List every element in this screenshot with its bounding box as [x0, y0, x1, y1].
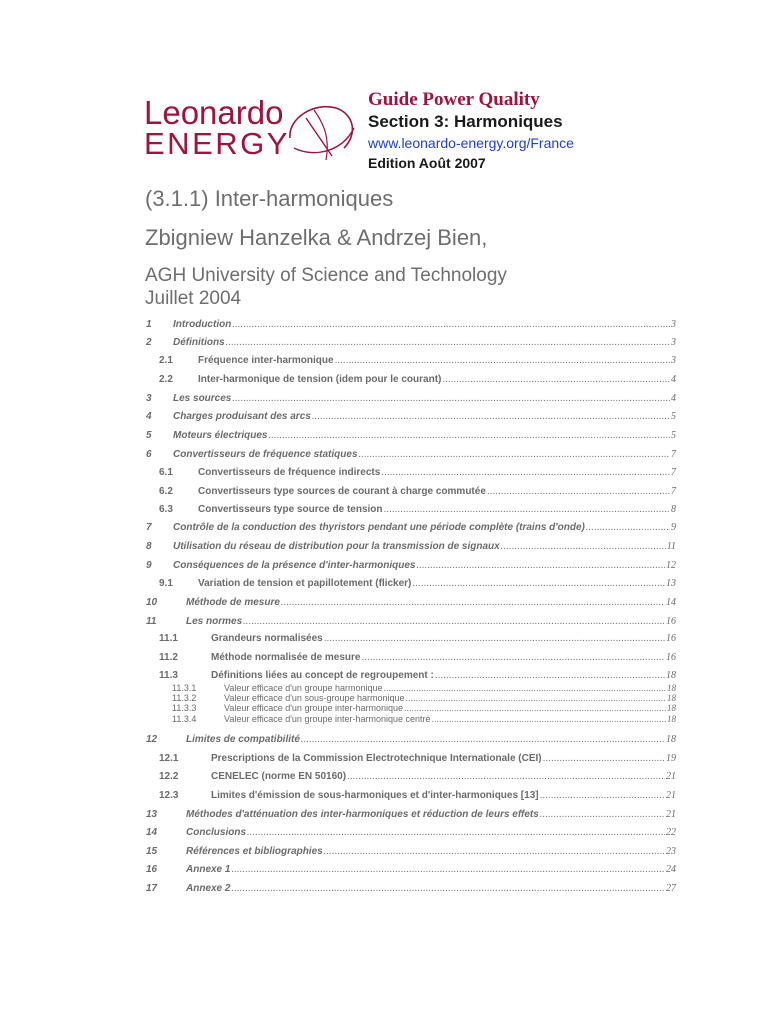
toc-leader-dots — [416, 560, 665, 571]
toc-page-number: 5 — [671, 430, 676, 441]
toc-page-number: 21 — [666, 790, 676, 801]
toc-leader-dots — [381, 467, 670, 478]
toc-leader-dots — [435, 670, 665, 681]
toc-page-number: 18 — [666, 670, 676, 681]
toc-leader-dots — [232, 319, 670, 330]
toc-page-number: 16 — [666, 616, 676, 627]
toc-entry[interactable] — [146, 864, 676, 875]
toc-page-number: 12 — [666, 560, 676, 571]
guide-title: Guide Power Quality — [368, 89, 540, 110]
toc-leader-dots — [324, 633, 665, 644]
toc-label: Valeur efficace d'un groupe inter-harmonique — [224, 703, 403, 713]
toc-entry[interactable] — [146, 827, 676, 838]
toc-label: Limites d'émission de sous-harmoniques et d'inter-harmoniques [13] — [211, 790, 539, 801]
toc-page-number: 8 — [671, 504, 676, 515]
toc-entry[interactable] — [159, 753, 676, 764]
toc-label: Convertisseurs de fréquence indirects — [198, 467, 381, 478]
toc-number: 12.2 — [159, 771, 179, 782]
toc-label: Les sources — [173, 393, 232, 404]
toc-label: Méthode de mesure — [186, 597, 280, 608]
toc-entry[interactable] — [146, 393, 676, 404]
toc-leader-dots — [226, 337, 670, 348]
toc-label: CENELEC (norme EN 50160) — [211, 771, 347, 782]
logo-word-leonardo: Leonardo — [144, 94, 284, 131]
toc-label: Conclusions — [186, 827, 247, 838]
leonardo-energy-logo — [144, 96, 364, 166]
toc-label: Définitions — [173, 337, 225, 348]
toc-page-number: 3 — [671, 337, 676, 348]
toc-number: 16 — [146, 864, 158, 875]
toc-label: Introduction — [173, 319, 232, 330]
toc-label: Définitions liées au concept de regroupement : — [211, 670, 434, 681]
toc-page-number: 5 — [671, 411, 676, 422]
toc-label: Limites de compatibilité — [186, 734, 300, 745]
toc-number: 6.2 — [159, 486, 173, 497]
logo-swirl-icon — [284, 98, 364, 164]
toc-leader-dots — [281, 597, 665, 608]
toc-label: Moteurs électriques — [173, 430, 268, 441]
toc-number: 17 — [146, 883, 158, 894]
toc-page-number: 27 — [666, 883, 676, 894]
toc-leader-dots — [406, 693, 666, 703]
toc-number: 12.1 — [159, 753, 179, 764]
toc-leader-dots — [231, 883, 665, 894]
toc-entry[interactable] — [159, 790, 676, 801]
toc-page-number: 4 — [671, 374, 676, 385]
toc-entry[interactable] — [146, 616, 676, 627]
toc-leader-dots — [231, 864, 665, 875]
toc-leader-dots — [384, 683, 667, 693]
toc-leader-dots — [243, 616, 665, 627]
toc-number: 11.2 — [159, 652, 178, 663]
toc-number: 12 — [146, 734, 158, 745]
toc-number: 15 — [146, 846, 158, 857]
toc-entry[interactable] — [159, 670, 676, 681]
toc-number: 2 — [146, 337, 152, 348]
toc-label: Variation de tension et papillotement (flicker) — [198, 578, 412, 589]
website-link[interactable]: www.leonardo-energy.org/France — [368, 135, 574, 151]
toc-number: 4 — [146, 411, 152, 422]
section-title: Section 3: Harmoniques — [368, 112, 563, 131]
toc-leader-dots — [324, 846, 665, 857]
toc-page-number: 21 — [666, 809, 676, 820]
toc-number: 7 — [146, 522, 152, 533]
toc-entry[interactable] — [146, 449, 676, 460]
toc-label: Valeur efficace d'un groupe harmonique — [224, 683, 383, 693]
toc-label: Conséquences de la présence d'inter-harmoniques — [173, 560, 416, 571]
toc-number: 11.3.2 — [172, 693, 197, 703]
toc-label: Méthodes d'atténuation des inter-harmoniques et réduction de leurs effets — [186, 809, 539, 820]
toc-number: 9 — [146, 560, 152, 571]
toc-label: Références et bibliographies — [186, 846, 323, 857]
toc-entry[interactable] — [172, 714, 676, 724]
toc-number: 5 — [146, 430, 152, 441]
toc-page-number: 7 — [671, 486, 676, 497]
toc-leader-dots — [384, 504, 670, 515]
toc-entry[interactable] — [146, 430, 676, 441]
toc-entry[interactable] — [146, 319, 676, 330]
toc-entry[interactable] — [146, 411, 676, 422]
toc-page-number: 14 — [666, 597, 676, 608]
toc-page-number: 7 — [671, 467, 676, 478]
toc-page-number: 18 — [667, 693, 676, 703]
toc-entry[interactable] — [146, 560, 676, 571]
toc-entry[interactable] — [159, 652, 676, 663]
document-title: (3.1.1) Inter-harmoniques — [145, 186, 394, 211]
toc-number: 11.3.4 — [172, 714, 197, 724]
toc-leader-dots — [501, 541, 666, 552]
toc-leader-dots — [432, 714, 666, 724]
toc-leader-dots — [362, 652, 666, 663]
toc-entry[interactable] — [146, 541, 676, 552]
toc-number: 11.1 — [159, 633, 178, 644]
toc-page-number: 7 — [671, 449, 676, 460]
toc-leader-dots — [359, 449, 670, 460]
toc-number: 1 — [146, 319, 152, 330]
toc-leader-dots — [312, 411, 670, 422]
toc-leader-dots — [543, 753, 665, 764]
toc-number: 10 — [146, 597, 158, 608]
toc-entry[interactable] — [159, 486, 676, 497]
toc-page-number: 13 — [666, 578, 676, 589]
toc-number: 9.1 — [159, 578, 173, 589]
toc-entry[interactable] — [146, 846, 676, 857]
toc-page-number: 24 — [666, 864, 676, 875]
toc-number: 11.3.3 — [172, 703, 197, 713]
toc-entry[interactable] — [159, 504, 676, 515]
toc-entry[interactable] — [159, 355, 676, 366]
toc-page-number: 18 — [667, 703, 676, 713]
toc-entry[interactable] — [159, 633, 676, 644]
toc-label: Les normes — [186, 616, 243, 627]
toc-number: 6.3 — [159, 504, 173, 515]
toc-page-number: 11 — [666, 541, 676, 552]
logo-word-energy: ENERGY — [144, 126, 290, 161]
toc-label: Prescriptions de la Commission Electrotechnique Internationale (CEI) — [211, 753, 542, 764]
toc-label: Charges produisant des arcs — [173, 411, 311, 422]
toc-page-number: 23 — [666, 846, 676, 857]
toc-leader-dots — [404, 703, 666, 713]
toc-label: Convertisseurs type sources de courant à charge commutée — [198, 486, 486, 497]
toc-page-number: 16 — [666, 633, 676, 644]
toc-leader-dots — [268, 430, 670, 441]
toc-entry[interactable] — [159, 578, 676, 589]
toc-leader-dots — [540, 790, 665, 801]
affiliation: AGH University of Science and Technology — [145, 265, 507, 286]
toc-number: 3 — [146, 393, 152, 404]
toc-page-number: 3 — [671, 355, 676, 366]
toc-label: Fréquence inter-harmonique — [198, 355, 334, 366]
toc-label: Annexe 1 — [186, 864, 231, 875]
toc-leader-dots — [487, 486, 670, 497]
toc-entry[interactable] — [159, 771, 676, 782]
toc-page-number: 4 — [671, 393, 676, 404]
toc-number: 11.3 — [159, 670, 178, 681]
toc-label: Inter-harmonique de tension (idem pour le courant) — [198, 374, 442, 385]
toc-entry[interactable] — [172, 703, 676, 713]
toc-leader-dots — [247, 827, 665, 838]
toc-number: 14 — [146, 827, 158, 838]
toc-label: Utilisation du réseau de distribution pour la transmission de signaux — [173, 541, 500, 552]
toc-number: 13 — [146, 809, 158, 820]
toc-page-number: 16 — [666, 652, 676, 663]
toc-number: 6.1 — [159, 467, 173, 478]
toc-page-number: 18 — [667, 714, 676, 724]
toc-number: 8 — [146, 541, 152, 552]
toc-entry[interactable] — [146, 809, 676, 820]
toc-page-number: 18 — [667, 683, 676, 693]
toc-page-number: 19 — [666, 753, 676, 764]
publication-date: Juillet 2004 — [145, 288, 242, 309]
authors: Zbigniew Hanzelka & Andrzej Bien, — [145, 225, 488, 250]
toc-entry[interactable] — [146, 597, 676, 608]
toc-entry[interactable] — [159, 467, 676, 478]
toc-label: Valeur efficace d'un sous-groupe harmonique — [224, 693, 405, 703]
toc-number: 11.3.1 — [172, 683, 197, 693]
toc-entry[interactable] — [146, 883, 676, 894]
toc-page-number: 3 — [671, 319, 676, 330]
toc-page-number: 22 — [666, 827, 676, 838]
toc-page-number: 21 — [666, 771, 676, 782]
toc-page-number: 9 — [671, 522, 676, 533]
toc-entry[interactable] — [146, 337, 676, 348]
toc-number: 2.2 — [159, 374, 173, 385]
toc-leader-dots — [586, 522, 670, 533]
toc-number: 6 — [146, 449, 152, 460]
toc-label: Méthode normalisée de mesure — [211, 652, 361, 663]
toc-leader-dots — [347, 771, 665, 782]
toc-leader-dots — [335, 355, 670, 366]
toc-label: Convertisseurs de fréquence statiques — [173, 449, 358, 460]
toc-number: 11 — [146, 616, 157, 627]
toc-leader-dots — [540, 809, 665, 820]
toc-label: Valeur efficace d'un groupe inter-harmonique centré — [224, 714, 431, 724]
toc-entry[interactable] — [172, 693, 676, 703]
toc-entry[interactable] — [159, 374, 676, 385]
toc-leader-dots — [442, 374, 670, 385]
toc-label: Annexe 2 — [186, 883, 231, 894]
toc-number: 2.1 — [159, 355, 173, 366]
toc-entry[interactable] — [172, 683, 676, 693]
toc-entry[interactable] — [146, 522, 676, 533]
toc-leader-dots — [301, 734, 665, 745]
toc-number: 12.3 — [159, 790, 179, 801]
toc-label: Contrôle de la conduction des thyristors pendant une période complète (trains d'onde) — [173, 522, 585, 533]
toc-label: Grandeurs normalisées — [211, 633, 323, 644]
toc-entry[interactable] — [146, 734, 676, 745]
toc-leader-dots — [412, 578, 665, 589]
toc-label: Convertisseurs type source de tension — [198, 504, 383, 515]
toc-leader-dots — [232, 393, 670, 404]
toc-page-number: 18 — [666, 734, 676, 745]
edition-date: Edition Août 2007 — [368, 155, 486, 171]
